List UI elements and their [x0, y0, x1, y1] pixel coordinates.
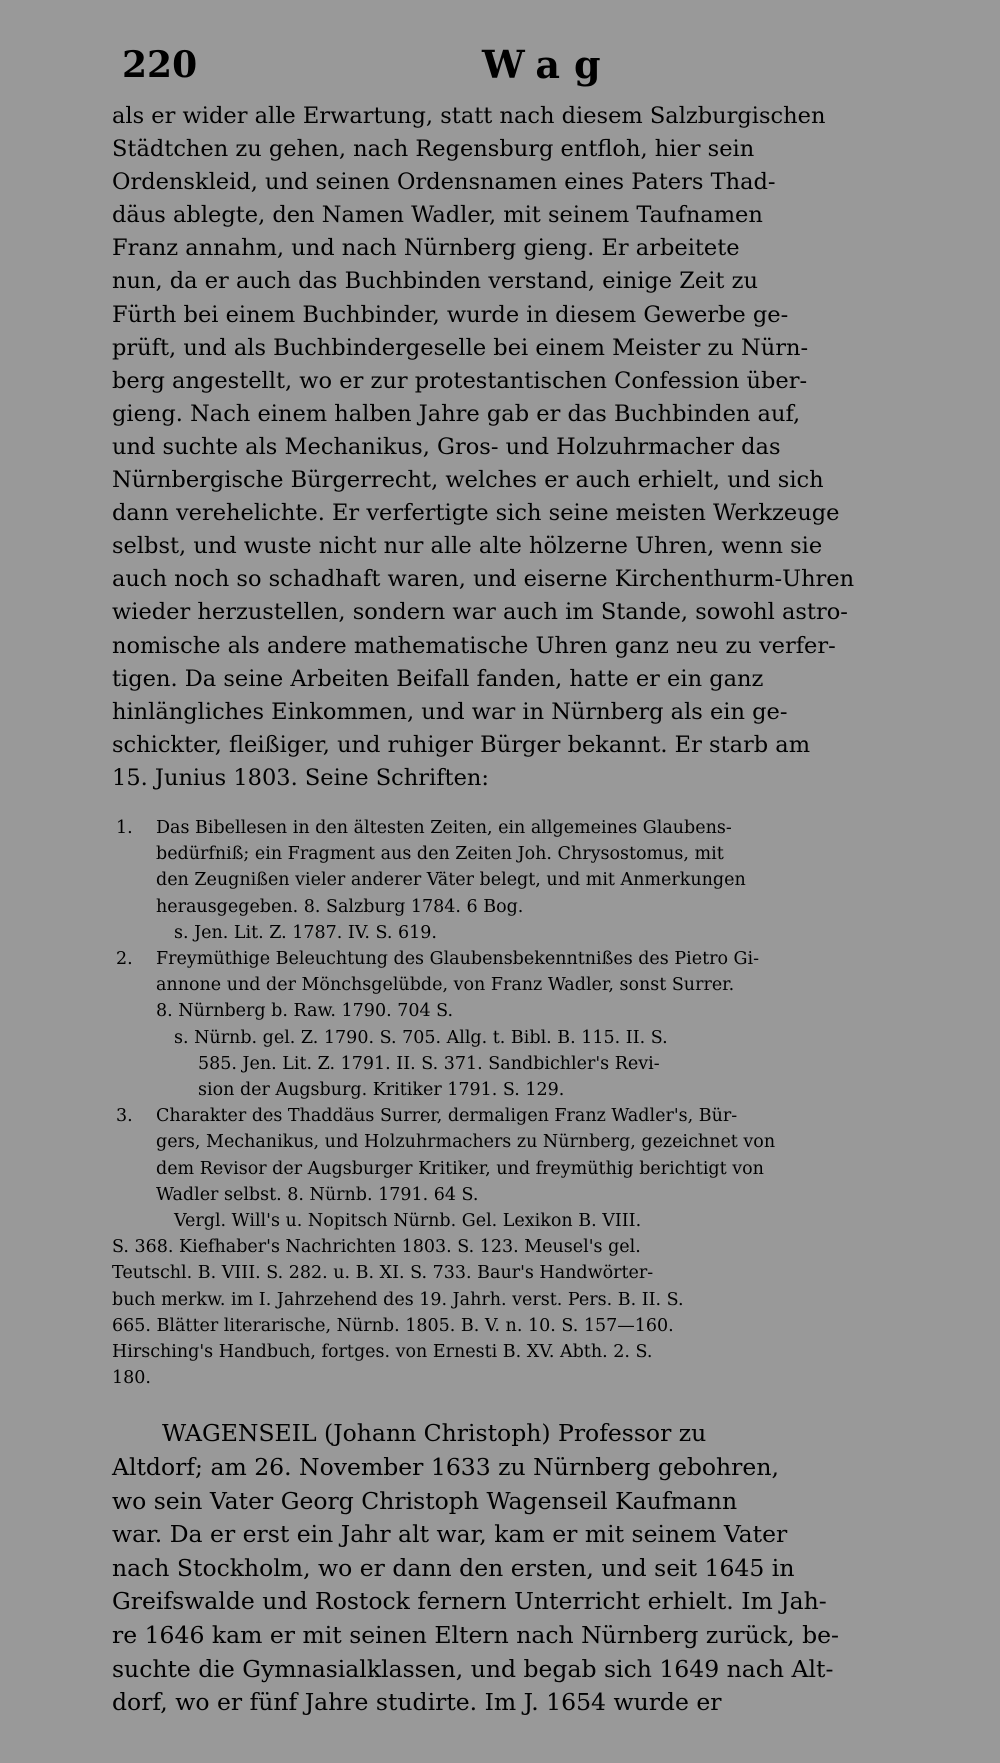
bibliography-entry — [112, 1103, 960, 1208]
entry-reference: s. Nürnb. gel. Z. 1790. S. 705. Allg. t. Bibl. B. 115. II. S. — [174, 1027, 668, 1048]
entry-text: den Zeugnißen vieler anderer Väter belegt, und mit Anmerkungen — [156, 870, 746, 891]
text-line: wieder herzustellen, sondern war auch im Stande, sowohl astro- — [112, 599, 848, 626]
text-line: Fürth bei einem Buchbinder, wurde in diesem Gewerbe ge- — [112, 301, 789, 328]
text-line: Nürnbergische Bürgerrecht, welches er auch erhielt, und sich — [112, 467, 824, 494]
text-line: und suchte als Mechanikus, Gros- und Holzuhrmacher das — [112, 433, 781, 460]
reference-line: buch merkw. im I. Jahrzehend des 19. Jahrh. verst. Pers. B. II. S. — [112, 1289, 684, 1310]
reference-line: 665. Blätter literarische, Nürnb. 1805. B. V. n. 10. S. 157—160. — [112, 1315, 674, 1336]
text-line: als er wider alle Erwartung, statt nach diesem Salzburgischen — [112, 103, 826, 129]
entry-number: 3. — [116, 1106, 133, 1127]
entry-text: Freymüthige Beleuchtung des Glaubensbekenntnißes des Pietro Gi- — [156, 948, 760, 969]
reference-line: S. 368. Kiefhaber's Nachrichten 1803. S. 123. Meusel's gel. — [112, 1237, 641, 1258]
text-line: suchte die Gymnasialklassen, und begab sich 1649 nach Alt- — [112, 1654, 834, 1683]
text-line: auch noch so schadhaft waren, und eiserne Kirchenthurm-Uhren — [112, 566, 855, 593]
text-line: Städtchen zu gehen, nach Regensburg entfloh, hier sein — [112, 136, 755, 163]
entry-text: Das Bibellesen in den ältesten Zeiten, ein allgemeines Glaubens- — [156, 817, 732, 838]
entry-text: herausgegeben. 8. Salzburg 1784. 6 Bog. — [156, 896, 524, 917]
reference-line: Teutschl. B. VIII. S. 282. u. B. XI. S. 733. Baur's Handwörter- — [112, 1263, 654, 1284]
entry-number: 2. — [116, 948, 133, 969]
text-line: nomische als andere mathematische Uhren ganz neu zu verfer- — [112, 632, 836, 659]
entry-text: annone und der Mönchsgelübde, von Franz Wadler, sonst Surrer. — [156, 975, 735, 996]
entry-reference: sion der Augsburg. Kritiker 1791. S. 129. — [198, 1080, 565, 1100]
bib-line — [112, 946, 960, 972]
text-line: gieng. Nach einem halben Jahre gab er das Buchbinden auf, — [112, 400, 801, 427]
text-line: Altdorf; am 26. November 1633 zu Nürnberg gebohren, — [112, 1453, 779, 1482]
entry-text: gers, Mechanikus, und Holzuhrmachers zu Nürnberg, gezeichnet von — [156, 1132, 776, 1153]
entry-text: Wadler selbst. 8. Nürnb. 1791. 64 S. — [156, 1184, 479, 1205]
bib-line — [112, 1103, 960, 1129]
text-line: WAGENSEIL (Johann Christoph) Professor zu — [162, 1419, 707, 1448]
bibliography — [112, 815, 960, 1391]
entry-reference: s. Jen. Lit. Z. 1787. IV. S. 619. — [174, 922, 437, 943]
text-line: Franz annahm, und nach Nürnberg gieng. Er arbeitete — [112, 235, 740, 262]
text-line: schickter, fleißiger, und ruhiger Bürger bekannt. Er starb am — [112, 731, 811, 758]
text-line: hinlängliches Einkommen, und war in Nürnberg als ein ge- — [112, 698, 788, 725]
text-line: Ordenskleid, und seinen Ordensnamen eines Paters Thad- — [112, 169, 776, 196]
text-line: dann verehelichte. Er verfertigte sich seine meisten Werkzeuge — [112, 500, 840, 527]
text-line: selbst, und wuste nicht nur alle alte hölzerne Uhren, wenn sie — [112, 533, 823, 560]
text-line: nun, da er auch das Buchbinden verstand, einige Zeit zu — [112, 268, 758, 295]
bibliography-entry — [112, 946, 960, 1103]
bibliography-entry — [112, 815, 960, 946]
entry-text: dem Revisor der Augsburger Kritiker, und freymüthig berichtigt von — [156, 1158, 764, 1179]
text-line: däus ablegte, den Namen Wadler, mit seinem Taufnamen — [112, 202, 763, 229]
page-number: 220 — [122, 44, 198, 86]
further-references — [112, 1208, 960, 1391]
text-line: berg angestellt, wo er zur protestantischen Confession über- — [112, 367, 808, 394]
text-line: wo sein Vater Georg Christoph Wagenseil Kaufmann — [112, 1486, 738, 1515]
running-head — [112, 38, 960, 100]
reference-line: Hirsching's Handbuch, fortges. von Ernesti B. XV. Abth. 2. S. — [112, 1342, 653, 1363]
text-line: prüft, und als Buchbindergeselle bei einem Meister zu Nürn- — [112, 334, 809, 361]
text-line: dorf, wo er fünf Jahre studirte. Im J. 1654 wurde er — [112, 1688, 722, 1717]
entry-text: bedürfniß; ein Fragment aus den Zeiten Joh. Chrysostomus, mit — [156, 844, 724, 865]
reference-line: Vergl. Will's u. Nopitsch Nürnb. Gel. Lexikon B. VIII. — [174, 1211, 642, 1232]
reference-line: 180. — [112, 1368, 151, 1389]
text-line: war. Da er erst ein Jahr alt war, kam er mit seinem Vater — [112, 1520, 788, 1549]
text-line: 15. Junius 1803. Seine Schriften: — [112, 764, 489, 791]
entry-text: 8. Nürnberg b. Raw. 1790. 704 S. — [156, 1001, 454, 1022]
text-line: tigen. Da seine Arbeiten Beifall fanden, hatte er ein ganz — [112, 665, 764, 692]
running-title: Wag — [482, 42, 615, 87]
main-paragraph — [112, 100, 962, 795]
text-line: nach Stockholm, wo er dann den ersten, und seit 1645 in — [112, 1553, 795, 1582]
bib-line — [112, 815, 960, 841]
entry-wagenseil — [112, 1417, 972, 1719]
text-line: Greifswalde und Rostock fernern Unterricht erhielt. Im Jah- — [112, 1587, 827, 1616]
entry-text: Charakter des Thaddäus Surrer, dermaligen Franz Wadler's, Bür- — [156, 1106, 738, 1127]
entry-reference: 585. Jen. Lit. Z. 1791. II. S. 371. Sandbichler's Revi- — [198, 1053, 660, 1074]
entry-number: 1. — [116, 817, 133, 838]
text-line: re 1646 kam er mit seinen Eltern nach Nürnberg zurück, be- — [112, 1621, 839, 1649]
